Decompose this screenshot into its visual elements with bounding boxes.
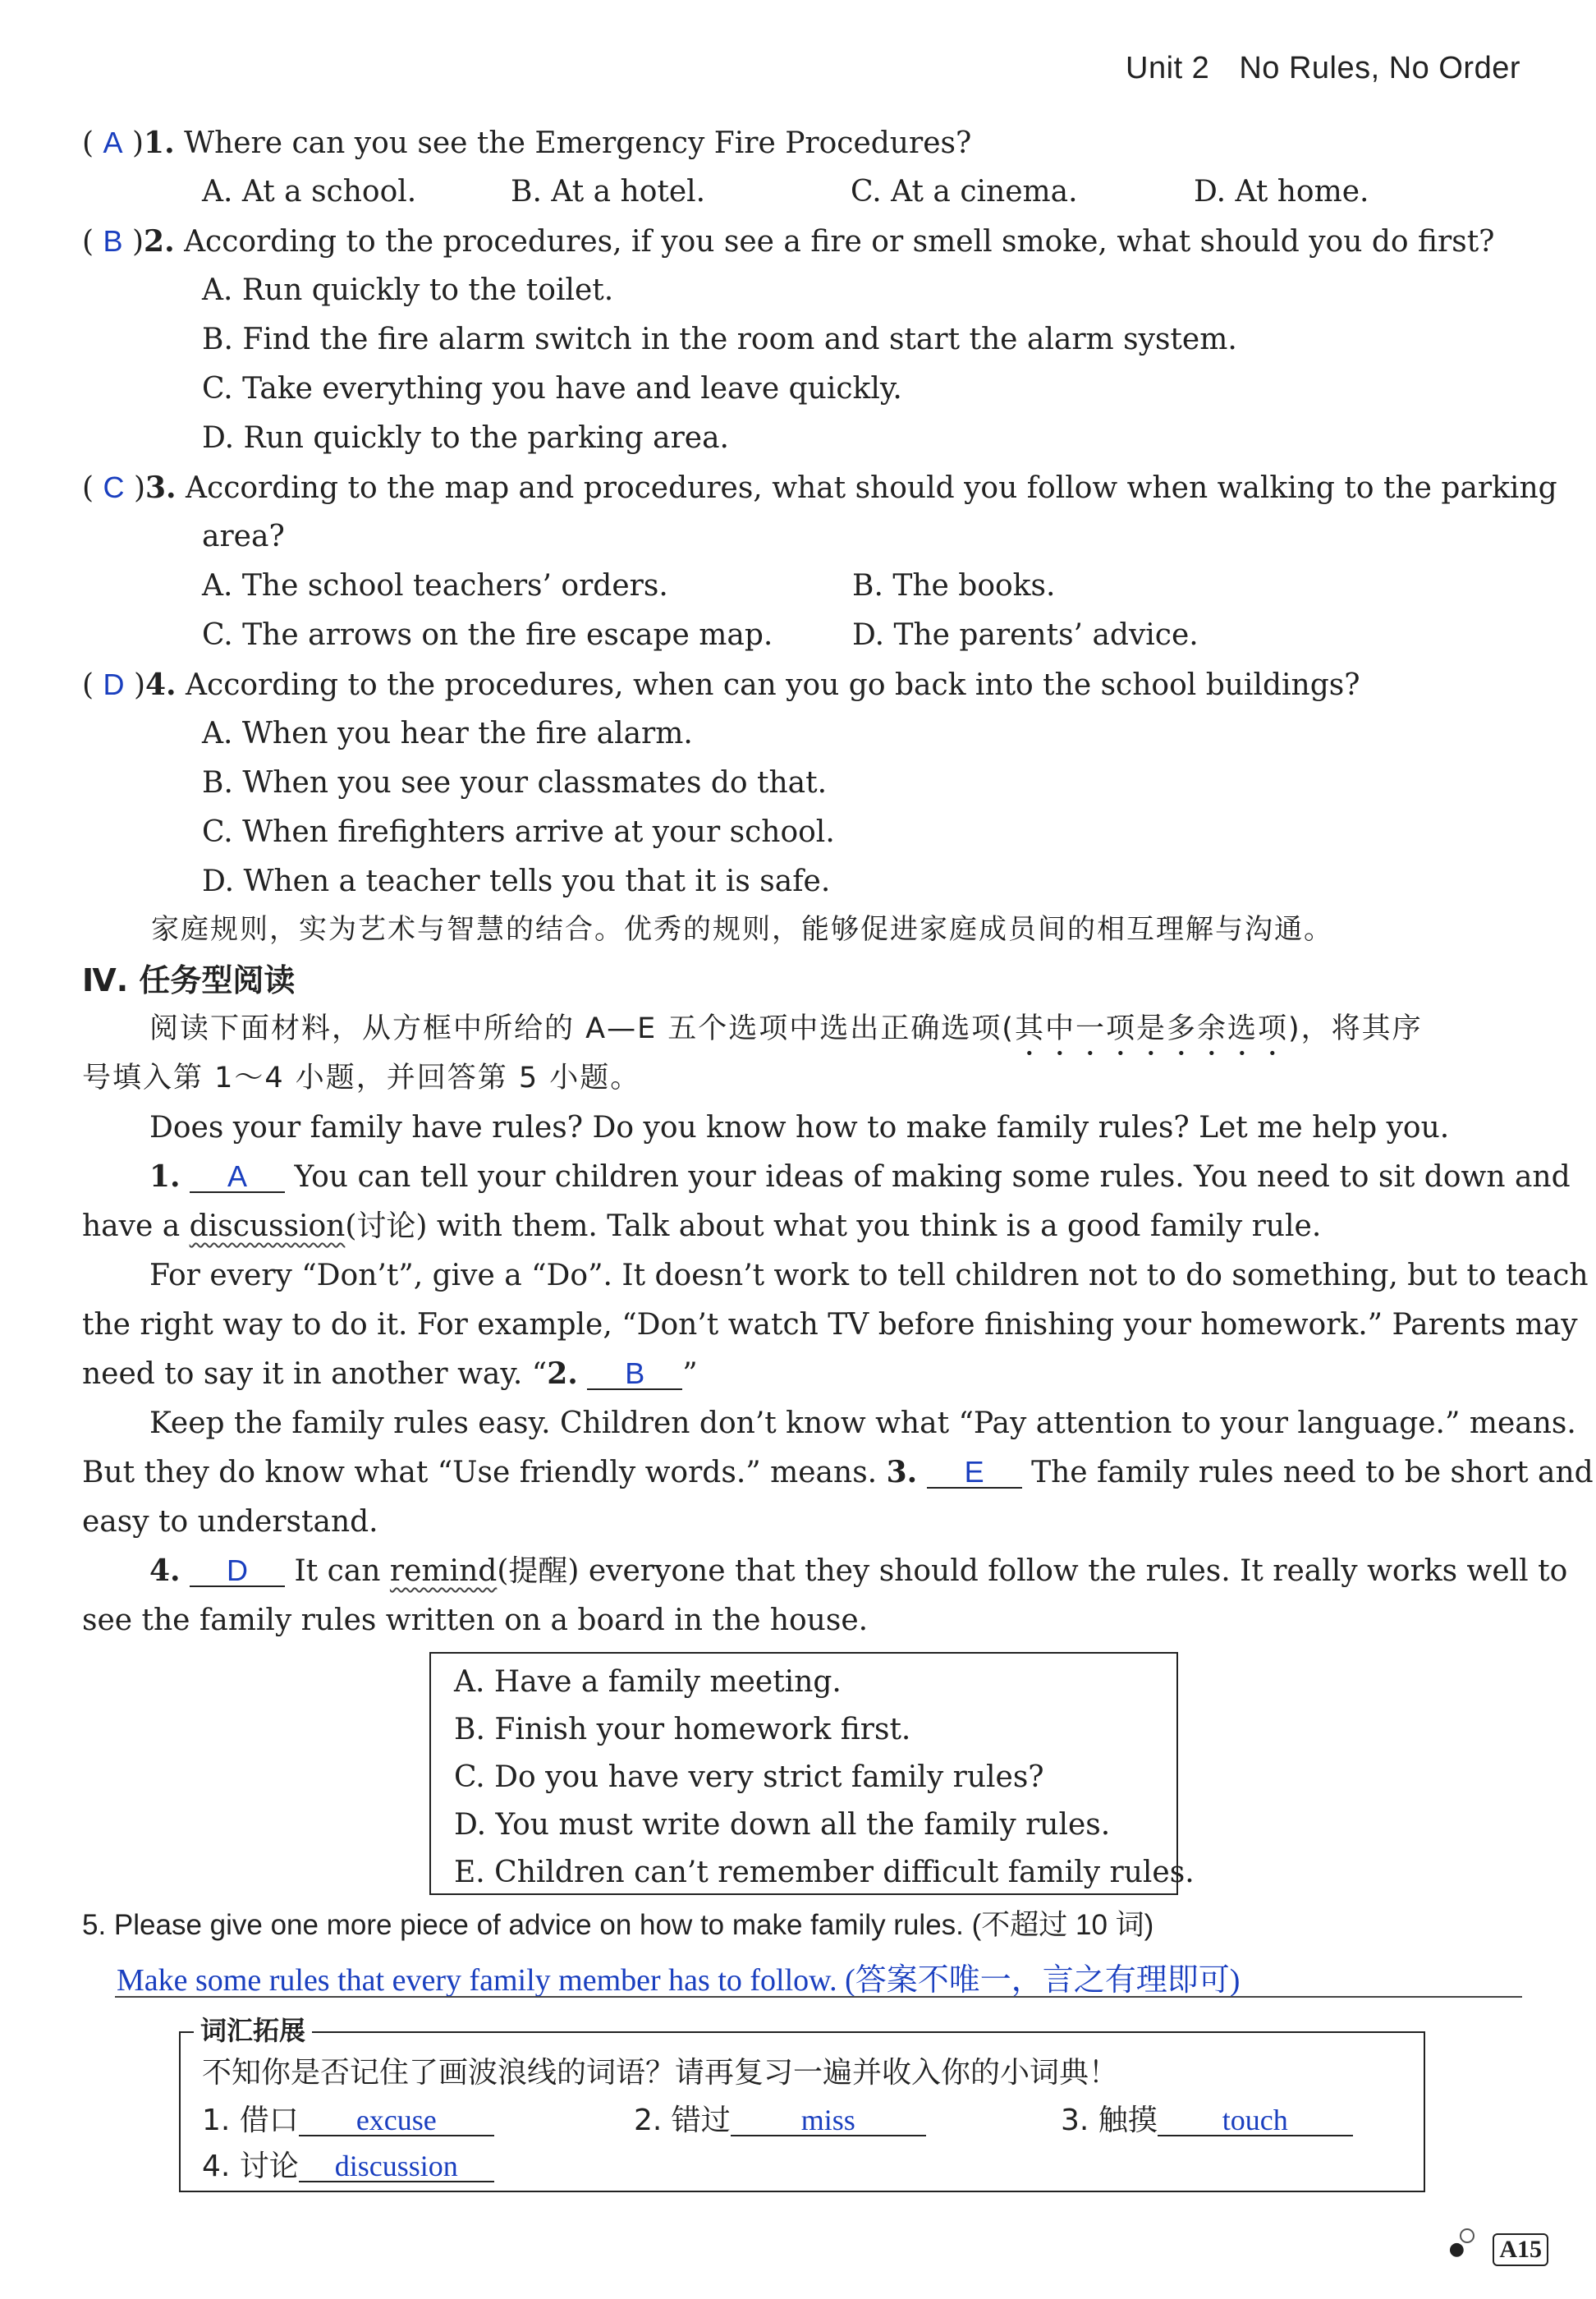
question-2: ( B )2. According to the procedures, if you see a fire or smell smoke, what should you do first?: [82, 224, 1495, 259]
vocab-answer: excuse: [299, 2105, 494, 2136]
question-number: 1.: [144, 126, 175, 160]
option-4c: C. When firefighters arrive at your school.: [202, 815, 835, 849]
option-2a: A. Run quickly to the toilet.: [202, 273, 614, 307]
box-option-b: B. Finish your homework first.: [454, 1713, 911, 1746]
unit-label: Unit 2: [1126, 51, 1210, 85]
question-number: 2.: [144, 224, 175, 259]
passage-text: The family rules need to be short and: [1031, 1456, 1594, 1489]
question-text: According to the map and procedures, what should you follow when walking to the parking: [186, 471, 1557, 505]
question-4: ( D )4. According to the procedures, when can you go back into the school buildings?: [82, 668, 1360, 702]
passage-p3-line1: Keep the family rules easy. Children don’t know what “Pay attention to your language.” means.: [149, 1406, 1576, 1440]
option-1b: B. At a hotel.: [511, 175, 706, 209]
question-number: 4.: [145, 668, 177, 702]
passage-intro: Does your family have rules? Do you know how to make family rules? Let me help you.: [149, 1111, 1450, 1145]
blank-number: 3.: [886, 1455, 918, 1489]
question-text: Where can you see the Emergency Fire Procedures?: [184, 126, 972, 160]
page-dot-icon: ●: [1448, 2239, 1465, 2260]
blank-number: 1.: [149, 1159, 181, 1194]
option-3b: B. The books.: [852, 569, 1056, 603]
option-4a: A. When you hear the fire alarm.: [202, 717, 693, 750]
passage-text: It can: [294, 1554, 381, 1588]
blank-2: B: [587, 1359, 682, 1390]
passage-text: ”: [682, 1357, 698, 1391]
question-5-answer: Make some rules that every family member has to follow. (答案不唯一，言之有理即可): [117, 1963, 1241, 1998]
passage-p1-line1: [149, 1159, 1571, 1195]
options-box: [429, 1652, 1195, 1895]
question-number: 3.: [145, 470, 177, 505]
page-header: [1126, 51, 1520, 86]
passage-p3-line2: [82, 1455, 1594, 1490]
option-1a: A. At a school.: [202, 175, 417, 209]
vocab-label: 4. 讨论: [202, 2150, 299, 2183]
option-4b: B. When you see your classmates do that.: [202, 766, 828, 800]
instruction-part-a: 阅读下面材料，从方框中所给的 A—E 五个选项中选出正确选项(: [149, 1012, 1015, 1045]
family-rules-tip: 家庭规则，实为艺术与智慧的结合。优秀的规则，能够促进家庭成员间的相互理解与沟通。: [151, 913, 1333, 946]
box-option-d: D. You must write down all the family rules.: [454, 1808, 1111, 1842]
passage-text: (讨论) with them. Talk about what you think is a good family rule.: [345, 1209, 1322, 1243]
option-3a: A. The school teachers’ orders.: [202, 569, 668, 603]
blank-number: 2.: [547, 1356, 578, 1391]
vocab-answer: touch: [1158, 2105, 1353, 2136]
passage-p4-line2: see the family rules written on a board in the house.: [82, 1604, 869, 1637]
question-1: ( A )1. Where can you see the Emergency Fire Procedures?: [82, 126, 972, 160]
vocab-item-1: [202, 2097, 494, 2139]
wavy-word-discussion: discussion: [189, 1209, 346, 1243]
answer-2: B: [103, 224, 123, 258]
page-circle-icon: [1460, 2228, 1474, 2243]
passage-p2-line1: For every “Don’t”, give a “Do”. It doesn’t work to tell children not to do something, but to teach: [149, 1259, 1589, 1292]
page-number: A15: [1493, 2233, 1548, 2266]
box-option-a: A. Have a family meeting.: [454, 1665, 842, 1699]
answer-1: A: [103, 126, 123, 159]
box-option-c: C. Do you have very strict family rules?: [454, 1760, 1044, 1794]
wavy-word-remind: remind: [389, 1554, 498, 1588]
answer-4: D: [103, 668, 125, 701]
vocab-item-4: [202, 2143, 494, 2185]
option-4d: D. When a teacher tells you that it is safe.: [202, 865, 831, 898]
question-3: ( C )3. According to the map and procedures, what should you follow when walking to the parking: [82, 470, 1557, 505]
passage-p3-line3: easy to understand.: [82, 1505, 378, 1539]
option-3d: D. The parents’ advice.: [852, 618, 1199, 652]
option-2d: D. Run quickly to the parking area.: [202, 421, 729, 455]
question-text: According to the procedures, if you see a fire or smell smoke, what should you do first?: [184, 225, 1495, 259]
blank-number: 4.: [149, 1553, 181, 1588]
question-3-continued: area?: [202, 520, 285, 553]
vocab-instruction: 不知你是否记住了画波浪线的词语？请再复习一遍并收入你的小词典！: [202, 2056, 1119, 2090]
section-instruction-line2: 号填入第 1～4 小题，并回答第 5 小题。: [82, 1062, 641, 1094]
question-text: According to the procedures, when can you go back into the school buildings?: [186, 668, 1360, 702]
question-5: 5. Please give one more piece of advice on how to make family rules. (不超过 10 词): [82, 1909, 1154, 1941]
box-option-e: E. Children can’t remember difficult family rules.: [454, 1856, 1195, 1889]
passage-text: (提醒) everyone that they should follow the rules. It really works well to: [497, 1554, 1568, 1588]
vocab-item-3: [1061, 2097, 1353, 2139]
vocab-answer: miss: [731, 2105, 926, 2136]
vocab-answer: discussion: [299, 2151, 494, 2182]
option-3c: C. The arrows on the fire escape map.: [202, 618, 773, 652]
blank-4: D: [190, 1556, 285, 1587]
option-2b: B. Find the fire alarm switch in the room and start the alarm system.: [202, 323, 1237, 356]
unit-title: No Rules, No Order: [1239, 51, 1520, 85]
blank-3: E: [927, 1457, 1022, 1489]
vocab-item-2: [634, 2097, 926, 2139]
instruction-part-b: )，将其序: [1287, 1012, 1423, 1045]
blank-1: A: [190, 1162, 285, 1193]
passage-text: need to say it in another way. “: [82, 1357, 548, 1391]
passage-text: You can tell your children your ideas of making some rules. You need to sit down and: [294, 1160, 1571, 1194]
instruction-emphasis: 其中一项是多余选项: [1014, 1012, 1288, 1045]
option-1d: D. At home.: [1194, 175, 1369, 209]
passage-p4-line1: [149, 1553, 1567, 1589]
vocab-label: 3. 触摸: [1061, 2104, 1158, 2137]
option-2c: C. Take everything you have and leave quickly.: [202, 372, 902, 406]
section-title: Ⅳ. 任务型阅读: [82, 962, 296, 998]
vocab-label: 2. 错过: [634, 2104, 731, 2137]
passage-text: But they do know what “Use friendly words.” means.: [82, 1456, 878, 1489]
answer-underline: [115, 1996, 1522, 1998]
passage-p1-line2: [82, 1209, 1321, 1244]
passage-p2-line3: [82, 1356, 698, 1392]
vocab-title: 词汇拓展: [194, 2010, 312, 2048]
answer-3: C: [103, 470, 125, 504]
option-1c: C. At a cinema.: [851, 175, 1078, 209]
passage-text: have a: [82, 1209, 181, 1243]
vocab-label: 1. 借口: [202, 2104, 299, 2137]
passage-p2-line2: the right way to do it. For example, “Don’t watch TV before finishing your homework.” Parents may: [82, 1308, 1578, 1342]
section-instruction: [149, 1012, 1423, 1062]
